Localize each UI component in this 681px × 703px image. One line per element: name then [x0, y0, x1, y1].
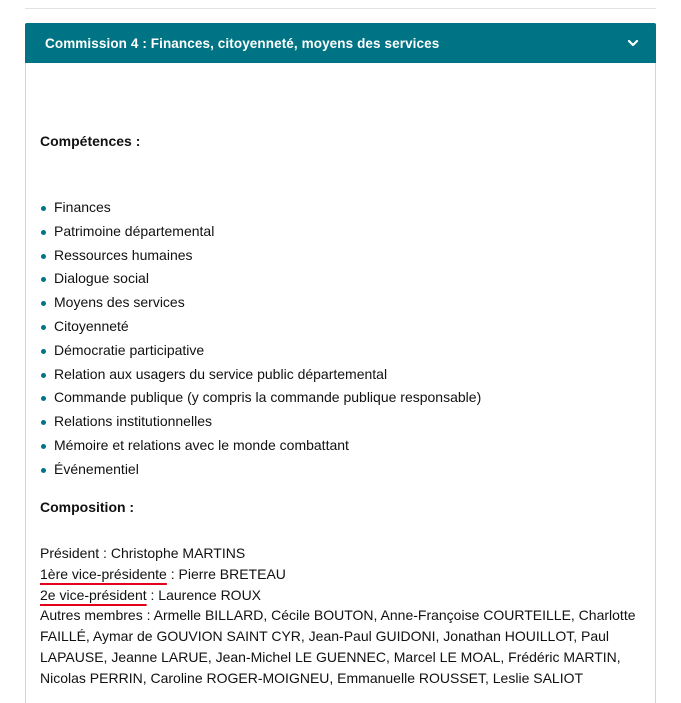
- separator: :: [166, 565, 179, 582]
- list-item: [40, 363, 481, 387]
- chevron-down-icon[interactable]: [626, 36, 640, 50]
- bullet-icon: [41, 325, 46, 330]
- separator: :: [146, 586, 159, 603]
- bullet-icon: [41, 468, 46, 473]
- bullet-icon: [41, 301, 46, 306]
- vp1-line: [40, 564, 640, 585]
- other-members-line: [40, 605, 640, 688]
- vp2-line: [40, 585, 640, 606]
- competences-heading: Compétences :: [40, 133, 141, 149]
- top-divider: [25, 8, 656, 9]
- bullet-icon: [41, 206, 46, 211]
- president-line: [40, 543, 640, 564]
- list-item-label: Relation aux usagers du service public départemental: [54, 365, 388, 382]
- other-members-label: Autres membres: [40, 607, 143, 624]
- president-label: Président: [40, 545, 100, 561]
- list-item-label: Commande publique (y compris la commande publique responsable): [54, 389, 482, 406]
- composition-block: [40, 543, 640, 689]
- list-item: [40, 196, 481, 220]
- accordion-header[interactable]: [25, 23, 656, 63]
- list-item: [40, 220, 481, 244]
- list-item: [40, 267, 481, 291]
- list-item: [40, 458, 481, 482]
- list-item-label: Dialogue social: [54, 270, 149, 287]
- list-item: [40, 410, 481, 434]
- list-item-label: Patrimoine départemental: [54, 222, 215, 239]
- bullet-icon: [41, 396, 46, 401]
- list-item-label: Citoyenneté: [54, 317, 129, 334]
- other-members-names: Armelle BILLARD, Cécile BOUTON, Anne-Françoise COURTEILLE, Charlotte FAILLÉ, Aymar de GOUVION SAINT CYR, Jean-Paul GUIDONI, Jonathan HOUILLOT, Paul LAPAUSE, Jeanne LARUE, Jean-Michel LE GUENNEC, Marcel LE MOAL, Frédéric MARTIN, Nicolas PERRIN, Caroline ROGER-MOIGNEU, Emmanuelle ROUSSET, Leslie SALIOT: [40, 607, 636, 686]
- list-item: [40, 386, 481, 410]
- accordion-body: [25, 63, 656, 703]
- bullet-icon: [41, 373, 46, 378]
- list-item: [40, 315, 481, 339]
- vp1-name: Pierre BRETEAU: [178, 565, 286, 582]
- list-item-label: Relations institutionnelles: [54, 413, 212, 430]
- commission-accordion: [25, 23, 656, 703]
- separator: :: [99, 545, 111, 561]
- list-item-label: Mémoire et relations avec le monde combattant: [54, 436, 349, 453]
- list-item: [40, 339, 481, 363]
- vp2-label: 2e vice-président: [40, 586, 147, 603]
- list-item-label: Finances: [54, 199, 111, 215]
- list-item: [40, 434, 481, 458]
- list-item-label: Moyens des services: [54, 294, 185, 311]
- list-item: [40, 244, 481, 268]
- composition-heading: Composition :: [40, 499, 135, 515]
- vp1-label: 1ère vice-présidente: [40, 565, 167, 582]
- bullet-icon: [41, 349, 46, 354]
- list-item: [40, 291, 481, 315]
- president-name: Christophe MARTINS: [110, 545, 246, 561]
- separator: :: [142, 607, 154, 624]
- vp2-name: Laurence ROUX: [158, 586, 262, 603]
- bullet-icon: [41, 420, 46, 425]
- list-item-label: Événementiel: [54, 460, 139, 477]
- list-item-label: Ressources humaines: [54, 246, 193, 263]
- commission-title: Commission 4 : Finances, citoyenneté, moyens des services: [45, 35, 440, 51]
- list-item-label: Démocratie participative: [54, 341, 205, 358]
- bullet-icon: [41, 230, 46, 235]
- competences-list: [40, 196, 481, 482]
- bullet-icon: [41, 444, 46, 449]
- bullet-icon: [41, 254, 46, 259]
- bullet-icon: [41, 277, 46, 282]
